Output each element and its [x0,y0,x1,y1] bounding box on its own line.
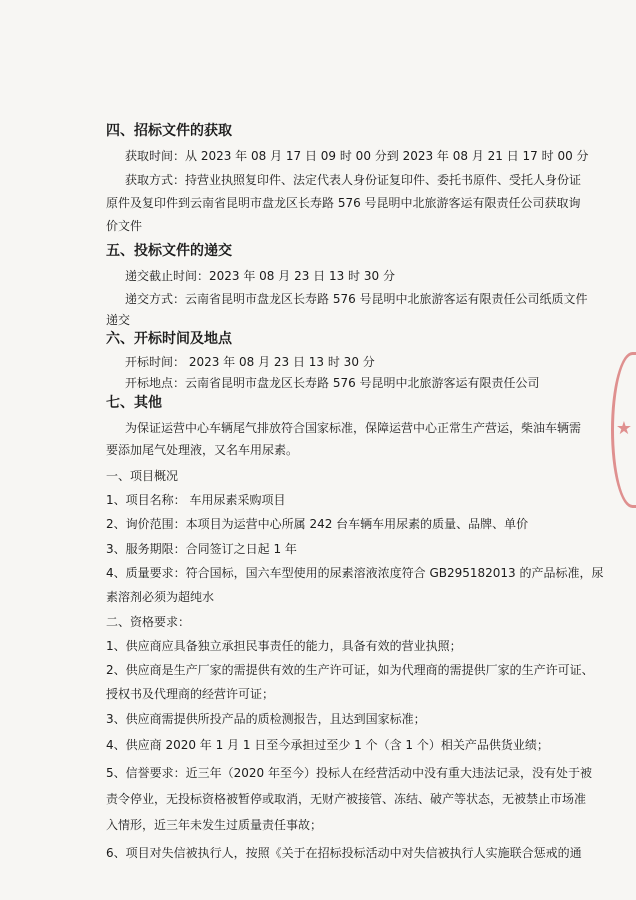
acquire-method-line-2: 原件及复印件到云南省昆明市盘龙区长寿路 576 号昆明中北旅游客运有限责任公司获取询 [106,196,581,210]
submit-method-line-2: 递交 [106,313,131,327]
seal-star-icon: ★ [615,418,632,439]
qualification-5-line-3: 入情形，近三年未发生过质量责任事故； [106,818,323,832]
submit-deadline: 递交截止时间：2023 年 08 月 23 日 13 时 30 分 [125,269,395,283]
other-intro-line-1: 为保证运营中心车辆尾气排放符合国家标准，保障运营中心正常生产营运，柴油车辆需 [125,421,582,435]
section-4-heading: 四、招标文件的获取 [106,123,232,139]
acquire-time: 获取时间：从 2023 年 08 月 17 日 09 时 00 分到 2023 年 08 月 21 日 17 时 00 分 [125,149,589,163]
project-overview-title: 一、项目概况 [106,469,179,483]
quality-requirement-line-2: 素溶剂必须为超纯水 [106,590,215,604]
qualification-4: 4、供应商 2020 年 1 月 1 日至今承担过至少 1 个（含 1 个）相关产品供货业绩； [106,738,549,752]
quality-requirement-line-1: 4、质量要求：符合国标，国六车型使用的尿素溶液浓度符合 GB295182013 的产品标准，尿 [106,566,604,580]
submit-method-line-1: 递交方式：云南省昆明市盘龙区长寿路 576 号昆明中北旅游客运有限责任公司纸质文件 [125,292,588,306]
acquire-method-line-3: 价文件 [106,219,143,233]
section-7-heading: 七、其他 [106,395,162,411]
service-period: 3、服务期限：合同签订之日起 1 年 [106,542,297,556]
qualification-1: 1、供应商应具备独立承担民事责任的能力，具备有效的营业执照； [106,639,462,653]
opening-time: 开标时间： 2023 年 08 月 23 日 13 时 30 分 [125,355,375,369]
section-6-heading: 六、开标时间及地点 [106,331,232,347]
section-5-heading: 五、投标文件的递交 [106,243,232,259]
qualification-5-line-2: 责令停业，无投标资格被暂停或取消，无财产被接管、冻结、破产等状态，无被禁止市场准 [106,792,587,806]
qualification-title: 二、资格要求： [106,615,191,629]
qualification-2-line-2: 授权书及代理商的经营许可证； [106,687,275,701]
inquiry-scope: 2、询价范围：本项目为运营中心所属 242 台车辆车用尿素的质量、品牌、单价 [106,517,529,531]
qualification-6-line-1: 6、项目对失信被执行人，按照《关于在招标投标活动中对失信被执行人实施联合惩戒的通 [106,846,582,860]
qualification-5-line-1: 5、信誉要求：近三年（2020 年至今）投标人在经营活动中没有重大违法记录，没有处于被 [106,766,592,780]
opening-place: 开标地点：云南省昆明市盘龙区长寿路 576 号昆明中北旅游客运有限责任公司 [125,376,540,390]
project-name: 1、项目名称： 车用尿素采购项目 [106,493,286,507]
qualification-2-line-1: 2、供应商是生产厂家的需提供有效的生产许可证，如为代理商的需提供厂家的生产许可证、 [106,663,594,677]
other-intro-line-2: 要添加尾气处理液，又名车用尿素。 [106,443,299,457]
qualification-3: 3、供应商需提供所投产品的质检测报告，且达到国家标准； [106,712,426,726]
acquire-method-line-1: 获取方式：持营业执照复印件、法定代表人身份证复印件、委托书原件、受托人身份证 [125,173,582,187]
